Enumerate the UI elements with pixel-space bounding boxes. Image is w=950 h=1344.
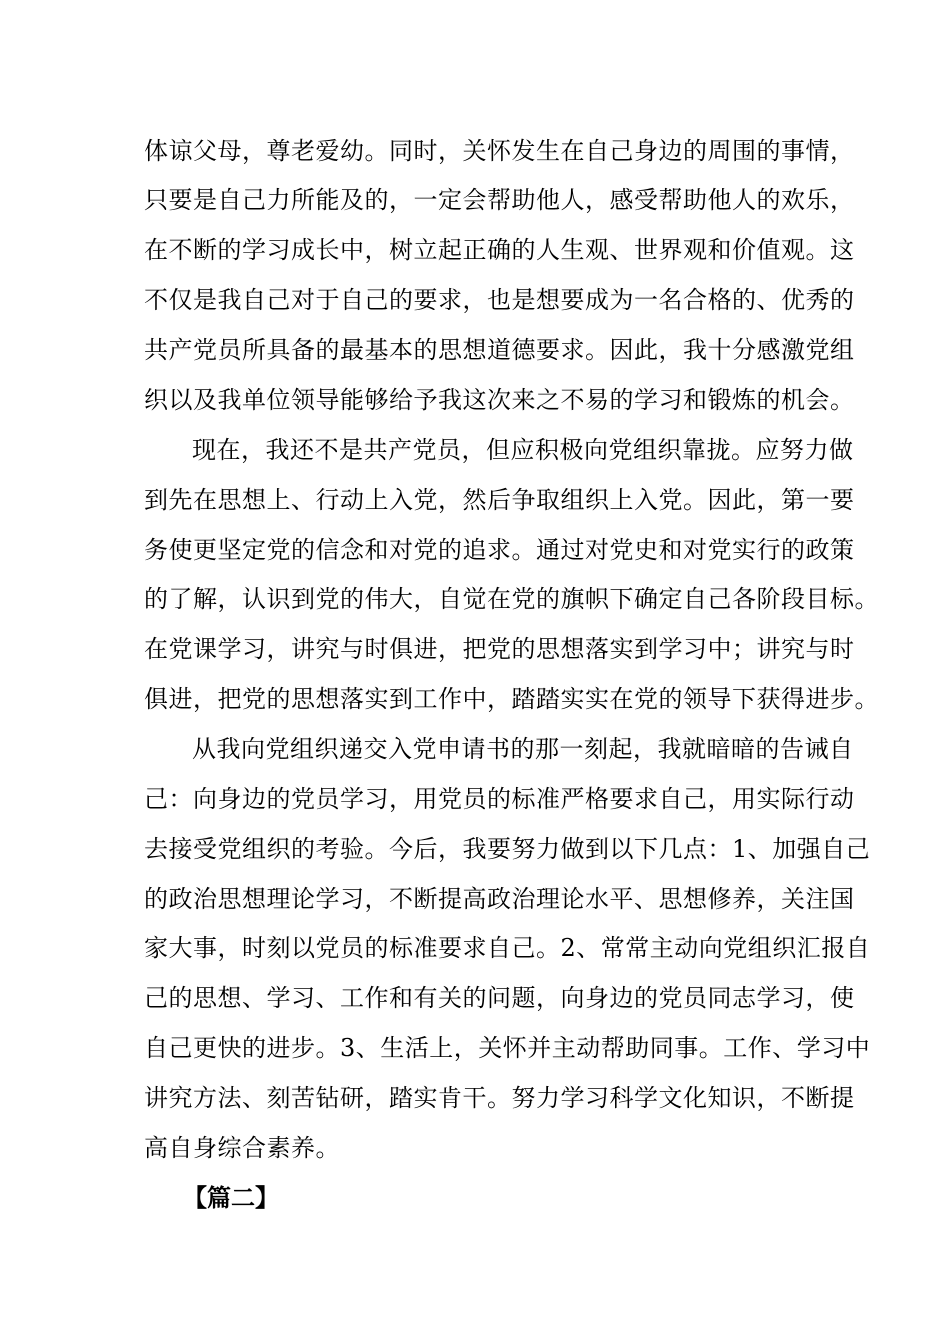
paragraph-3-line-6: 己的思想、学习、工作和有关的问题，向身边的党员同志学习，使 [144,984,855,1012]
paragraph-1-line-6: 织以及我单位领导能够给予我这次来之不易的学习和锻炼的机会。 [144,386,855,414]
paragraph-2-line-5: 在党课学习，讲究与时俱进，把党的思想落实到学习中；讲究与时 [144,635,855,663]
paragraph-1-line-4: 不仅是我自己对于自己的要求，也是想要成为一名合格的、优秀的 [144,286,855,314]
paragraph-3-line-8: 讲究方法、刻苦钻研，踏实肯干。努力学习科学文化知识，不断提 [144,1084,855,1112]
paragraph-2-line-4: 的了解，认识到党的伟大，自觉在党的旗帜下确定自己各阶段目标。 [144,585,879,613]
paragraph-1-line-5: 共产党员所具备的最基本的思想道德要求。因此，我十分感激党组 [144,336,855,364]
paragraph-2-line-1: 现在，我还不是共产党员，但应积极向党组织靠拢。应努力做 [192,436,854,464]
paragraph-3-line-4: 的政治思想理论学习，不断提高政治理论水平、思想修养，关注国 [144,885,855,913]
paragraph-2-line-3: 务使更坚定党的信念和对党的追求。通过对党史和对党实行的政策 [144,536,855,564]
paragraph-2-line-6: 俱进，把党的思想落实到工作中，踏踏实实在党的领导下获得进步。 [144,685,879,713]
section-heading: 【篇二】 [183,1183,279,1212]
paragraph-1-line-1: 体谅父母，尊老爱幼。同时，关怀发生在自己身边的周围的事情， [144,137,855,165]
paragraph-3-line-2: 己：向身边的党员学习，用党员的标准严格要求自己，用实际行动 [144,785,855,813]
paragraph-1-line-2: 只要是自己力所能及的，一定会帮助他人，感受帮助他人的欢乐， [144,186,855,214]
paragraph-3-line-1: 从我向党组织递交入党申请书的那一刻起，我就暗暗的告诫自 [192,735,854,763]
paragraph-3-line-3: 去接受党组织的考验。今后，我要努力做到以下几点：1、加强自己 [144,835,871,863]
paragraph-3-line-9: 高自身综合素养。 [144,1134,340,1162]
paragraph-1-line-3: 在不断的学习成长中，树立起正确的人生观、世界观和价值观。这 [144,236,855,264]
paragraph-2-line-2: 到先在思想上、行动上入党，然后争取组织上入党。因此，第一要 [144,486,855,514]
paragraph-3-line-5: 家大事，时刻以党员的标准要求自己。2、常常主动向党组织汇报自 [144,934,871,962]
paragraph-3-line-7: 自己更快的进步。3、生活上，关怀并主动帮助同事。工作、学习中 [144,1034,871,1062]
